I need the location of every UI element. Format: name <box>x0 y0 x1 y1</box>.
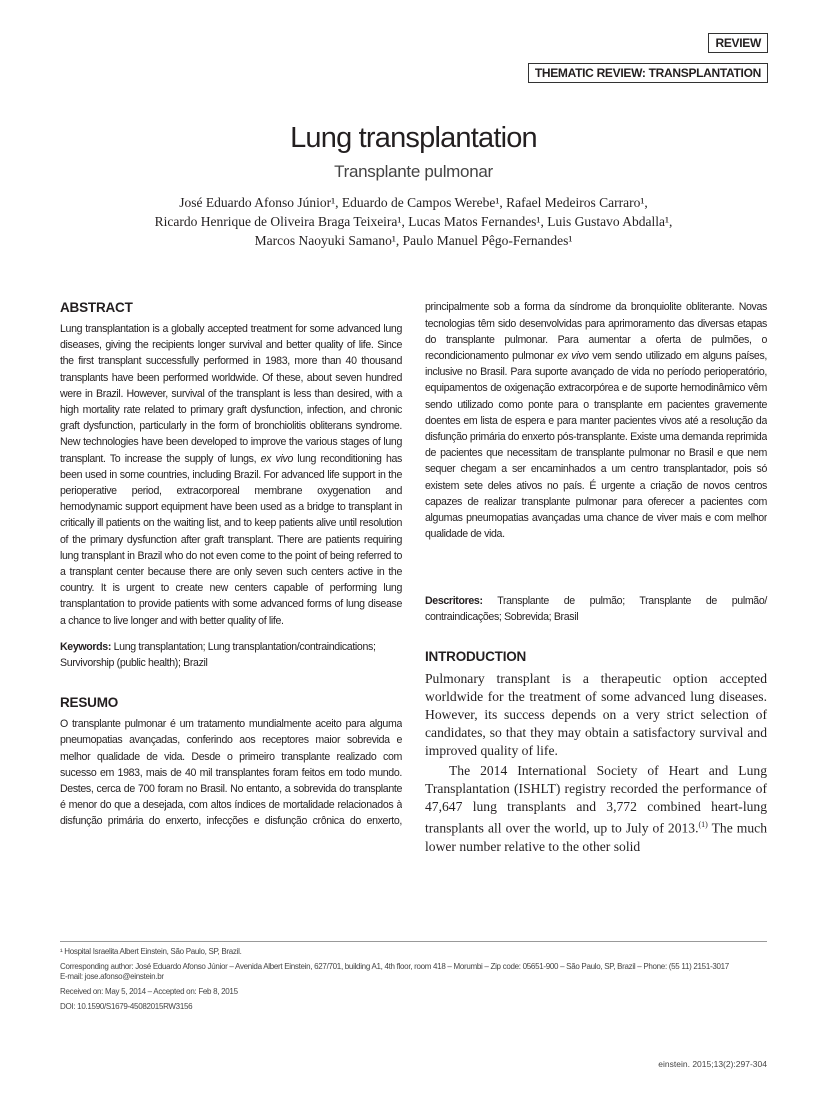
author-line: Marcos Naoyuki Samano¹, Paulo Manuel Pêgo-Fernandes¹ <box>254 233 573 248</box>
intro-paragraph: The 2014 International Society of Heart and Lung Transplantation (ISHLT) registry recorded the performance of 47,647 lung transplants and 3,772 combined heart-lung transplants all over the world, up to July of 2013.$^{(1)}$ The much lower number relative to the other solid <box>425 763 767 854</box>
resumo-heading: RESUMO <box>60 695 119 711</box>
introduction-heading: INTRODUCTION <box>425 649 527 665</box>
paper-title: Lung transplantation <box>290 122 537 154</box>
paper-subtitle: Transplante pulmonar <box>334 162 493 181</box>
author-line: Ricardo Henrique de Oliveira Braga Teixeira¹, Lucas Matos Fernandes¹, Luis Gustavo Abdalla¹, <box>154 214 673 229</box>
journal-citation: einstein. 2015;13(2):297-304 <box>658 1059 767 1069</box>
footnote-divider <box>60 941 767 942</box>
affiliation: ¹ Hospital Israelita Albert Einstein, São Paulo, SP, Brazil. <box>60 947 242 956</box>
section-tag: THEMATIC REVIEW: TRANSPLANTATION <box>528 63 768 83</box>
left-column <box>60 300 402 830</box>
author-line: José Eduardo Afonso Júnior¹, Eduardo de Campos Werebe¹, Rafael Medeiros Carraro¹, <box>179 195 648 210</box>
received-dates: Received on: May 5, 2014 – Accepted on: Feb 8, 2015 <box>60 987 238 996</box>
footnotes <box>60 947 780 1017</box>
intro-paragraph: Pulmonary transplant is a therapeutic option accepted worldwide for the treatment of some advanced lung diseases. However, its success depends on a very strict selection of candidates, so that they may obtain a satisfactory survival and improved quality of life. <box>425 671 767 759</box>
resumo-continued: principalmente sob a forma da síndrome da bronquiolite obliterante. Novas tecnologias têm sido desenvolvidas para aprimoramento das diversas etapas do transplante pulmonar. Para aumentar a oferta de pulmões, o recondicionamento pulmonar ex vivo vem sendo utilizado em alguns países, inclusive no Brasil. Para suporte avançado de vida no período perioperatório, equipamentos de oxigenação extracorpórea e de suporte hemodinâmico vêm sendo utilizado como ponte para o transplante em pacientes gravemente doentes em lista de espera e para manter pacientes vivos até a resolução da disfunção primária do enxerto pós-transplante. Existe uma demanda reprimida de pacientes que necessitam de transplante pulmonar no Brasil e que nem sequer chegam a ser encaminhados a um centro transplantador, pois só existem sete deles ativos no país. É urgente a criação de novos centros capazes de realizar transplante pulmonar para oferecer a pacientes com algumas pneumopatias avançadas uma chance de viver mais e com melhor qualidade de vida. <box>425 301 767 541</box>
author-list <box>110 193 717 250</box>
descritores: Descritores: Transplante de pulmão; Transplante de pulmão/ contraindicações; Sobrevida; Brasil <box>425 595 767 624</box>
resumo-text: O transplante pulmonar é um tratamento mundialmente aceito para alguma pneumopatias avançadas, conferindo aos receptores maior sobrevida e melhor qualidade de vida. Desde o primeiro transplante realizado com sucesso em 1983, mais de 40 mil transplantes foram feitos em todo mundo. Destes, cerca de 700 foram no Brasil. No entanto, a sobrevida do transplante é menor do que a desejada, com altos índices de mortalidade relacionados à disfunção primária do enxerto, infecções e disfunção crônica do enxerto, <box>60 718 402 828</box>
corresponding-author: Corresponding author: José Eduardo Afonso Júnior – Avenida Albert Einstein, 627/701, building A1, 4th floor, room 418 – Morumbi – Zip code: 05651-900 – São Paulo, SP, Brazil – Phone: (55 11) 2151-3017 E-mail: jose.afonso@einstein.br <box>60 962 729 981</box>
right-column <box>425 300 767 856</box>
keywords: Keywords: Lung transplantation; Lung transplantation/contraindications; Survivorship (public health); Brazil <box>60 640 376 670</box>
abstract-text: Lung transplantation is a globally accepted treatment for some advanced lung diseases, giving the recipients longer survival and better quality of life. Since the first transplant successfully performed in 1983, more than 40 thousand transplants have been performed worldwide. Of these, about seven hundred were in Brazil. However, survival of the transplant is less than desired, with a high mortality rate related to primary graft dysfunction, infection, and chronic graft dysfunction, particularly in the form of bronchiolitis obliterans syndrome. New technologies have been developed to improve the various stages of lung transplant. To increase the supply of lungs, ex vivo lung reconditioning has been used in some countries, including Brazil. For advanced life support in the perioperative period, extracorporeal membrane oxygenation and hemodynamic support equipment have been used as a bridge to transplant in critically ill patients on the waiting list, and to keep patients alive until resolution of the primary dysfunction after graft transplant. There are patients requiring lung transplant in Brazil who do not even come to the point of being referred to a transplant center because there are only seven such centers active in the country. It is urgent to create new centers capable of performing lung transplantation to provide patients with some advanced forms of lung disease a chance to live longer and with better quality of life. <box>60 323 402 627</box>
review-tag: REVIEW <box>708 33 768 53</box>
abstract-heading: ABSTRACT <box>60 300 133 315</box>
doi: DOI: 10.1590/S1679-45082015RW3156 <box>60 1002 193 1011</box>
